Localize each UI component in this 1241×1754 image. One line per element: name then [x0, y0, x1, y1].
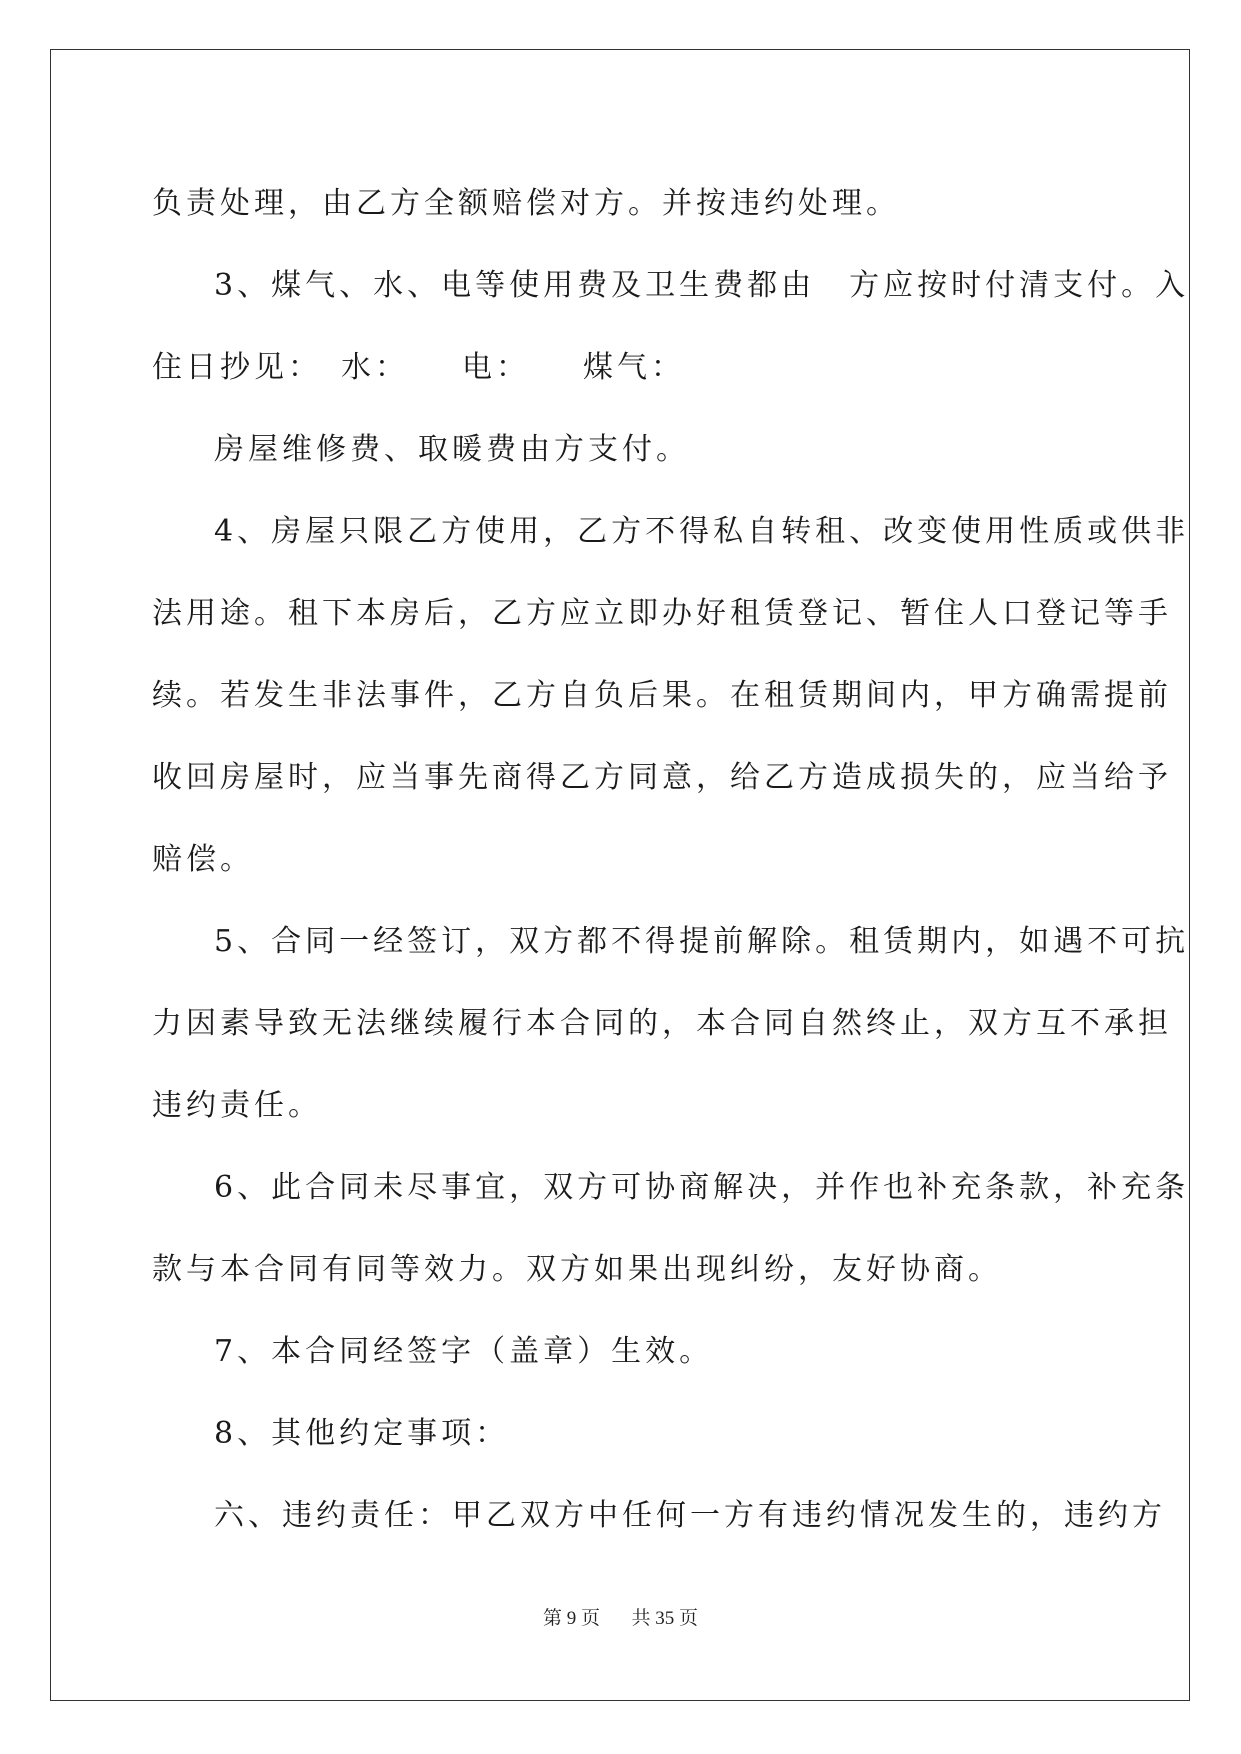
text-line: 6、此合同未尽事宜，双方可协商解决，并作也补充条款，补充条 [214, 1170, 1190, 1205]
page-label-suffix: 页 [580, 1608, 600, 1629]
text-line: 续。若发生非法事件，乙方自负后果。在租赁期间内，甲方确需提前 [152, 678, 1172, 713]
text-line: 房屋维修费、取暖费由方支付。 [214, 432, 690, 467]
text-line: 违约责任。 [152, 1088, 322, 1123]
total-label-suffix: 页 [679, 1608, 699, 1629]
text-line: 六、违约责任：甲乙双方中任何一方有违约情况发生的，违约方 [214, 1498, 1166, 1533]
page-number: 9 [566, 1608, 577, 1629]
text-line: 4、房屋只限乙方使用，乙方不得私自转租、改变使用性质或供非 [214, 514, 1190, 549]
page-label-prefix: 第 [542, 1608, 562, 1629]
text-line: 住日抄见： 水： 电： 煤气： [152, 350, 685, 385]
text-line: 赔偿。 [152, 842, 254, 877]
text-line: 款与本合同有同等效力。双方如果出现纠纷，友好协商。 [152, 1252, 1002, 1287]
total-label-prefix: 共 [631, 1608, 651, 1629]
text-line: 法用途。租下本房后，乙方应立即办好租赁登记、暂住人口登记等手 [152, 596, 1172, 631]
text-line: 收回房屋时，应当事先商得乙方同意，给乙方造成损失的，应当给予 [152, 760, 1172, 795]
page-footer [0, 1603, 1241, 1630]
total-pages: 35 [655, 1608, 675, 1629]
text-line: 7、本合同经签字（盖章）生效。 [214, 1334, 714, 1369]
text-line: 5、合同一经签订，双方都不得提前解除。租赁期内，如遇不可抗 [214, 924, 1190, 959]
text-line: 8、其他约定事项： [214, 1416, 510, 1451]
text-line: 力因素导致无法继续履行本合同的，本合同自然终止，双方互不承担 [152, 1006, 1172, 1041]
text-line: 负责处理，由乙方全额赔偿对方。并按违约处理。 [152, 186, 900, 221]
document-body [152, 163, 1190, 1557]
text-line: 3、煤气、水、电等使用费及卫生费都由 方应按时付清支付。入 [214, 268, 1190, 303]
